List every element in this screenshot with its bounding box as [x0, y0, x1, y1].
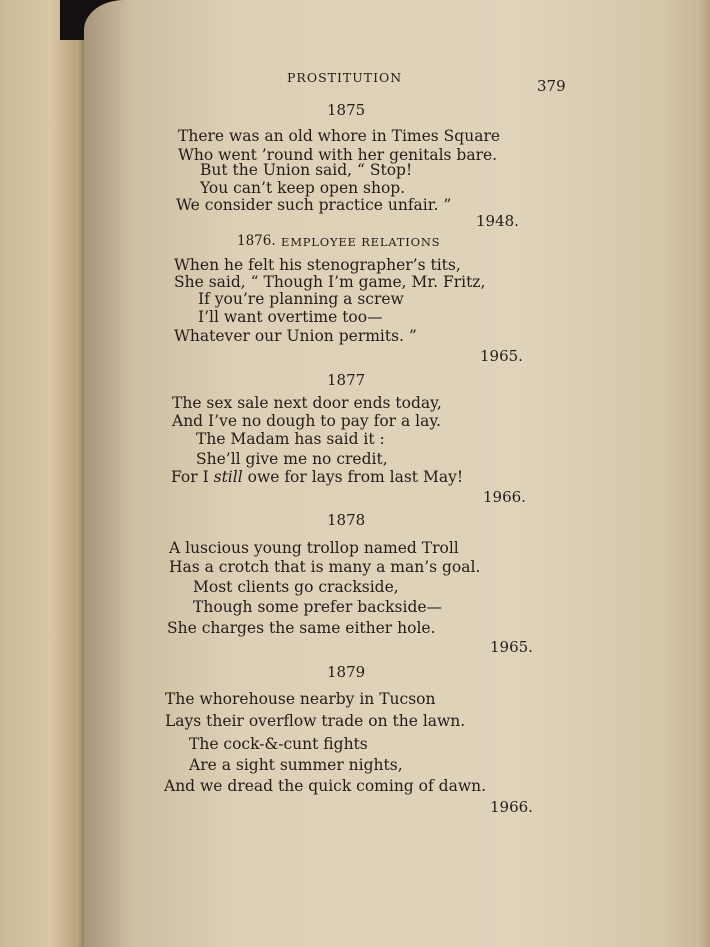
verse-line: The whorehouse nearby in Tucson — [165, 690, 436, 708]
verse-line: Whatever our Union permits. ” — [174, 327, 417, 345]
verse-line: Has a crotch that is many a man’s goal. — [169, 558, 481, 576]
poem-number: 1878 — [327, 511, 366, 529]
verse-line: I’ll want overtime too— — [198, 308, 383, 326]
page-number: 379 — [537, 77, 566, 95]
verse-text: For I — [171, 468, 214, 486]
verse-line: You can’t keep open shop. — [200, 179, 406, 197]
verse-line: She said, “ Though I’m game, Mr. Fritz, — [174, 273, 486, 291]
poem-heading: EMPLOYEE RELATIONS — [281, 235, 441, 249]
verse-line: The sex sale next door ends today, — [172, 394, 442, 412]
verse-line: We consider such practice unfair. ” — [176, 196, 452, 214]
poem-year: 1966. — [483, 488, 526, 506]
verse-line: When he felt his stenographer’s tits, — [174, 256, 461, 274]
verse-line: But the Union said, “ Stop! — [200, 161, 413, 179]
verse-line: She charges the same either hole. — [167, 619, 436, 637]
verse-italic-word: still — [213, 468, 243, 486]
verse-line: Though some prefer backside— — [193, 598, 443, 616]
poem-number: 1879 — [327, 663, 366, 681]
verse-line: And we dread the quick coming of dawn. — [164, 777, 486, 795]
poem-number: 1875 — [327, 101, 366, 119]
verse-line: She’ll give me no credit, — [196, 450, 388, 468]
left-page-edge — [0, 0, 92, 947]
poem-year: 1948. — [476, 212, 519, 230]
verse-line: There was an old whore in Times Square — [178, 127, 501, 145]
poem-number: 1876. — [237, 233, 276, 249]
verse-line: A luscious young trollop named Troll — [169, 539, 459, 557]
verse-line: The Madam has said it : — [196, 430, 385, 448]
right-page-edge — [696, 0, 710, 947]
verse-line: Lays their overflow trade on the lawn. — [165, 712, 466, 730]
verse-text: owe for lays from last May! — [242, 468, 464, 486]
running-head: PROSTITUTION — [287, 70, 403, 85]
poem-year: 1965. — [490, 638, 533, 656]
poem-year: 1965. — [480, 347, 523, 365]
verse-line: Who went ’round with her genitals bare. — [178, 146, 498, 164]
verse-line: Most clients go crackside, — [193, 578, 399, 596]
verse-line — [171, 468, 463, 486]
poem-number: 1877 — [327, 371, 366, 389]
verse-line: If you’re planning a screw — [198, 290, 404, 308]
verse-line: The cock-&-cunt fights — [189, 735, 368, 753]
verse-line: And I’ve no dough to pay for a lay. — [172, 412, 441, 430]
verse-line: Are a sight summer nights, — [189, 756, 403, 774]
poem-year: 1966. — [490, 798, 533, 816]
